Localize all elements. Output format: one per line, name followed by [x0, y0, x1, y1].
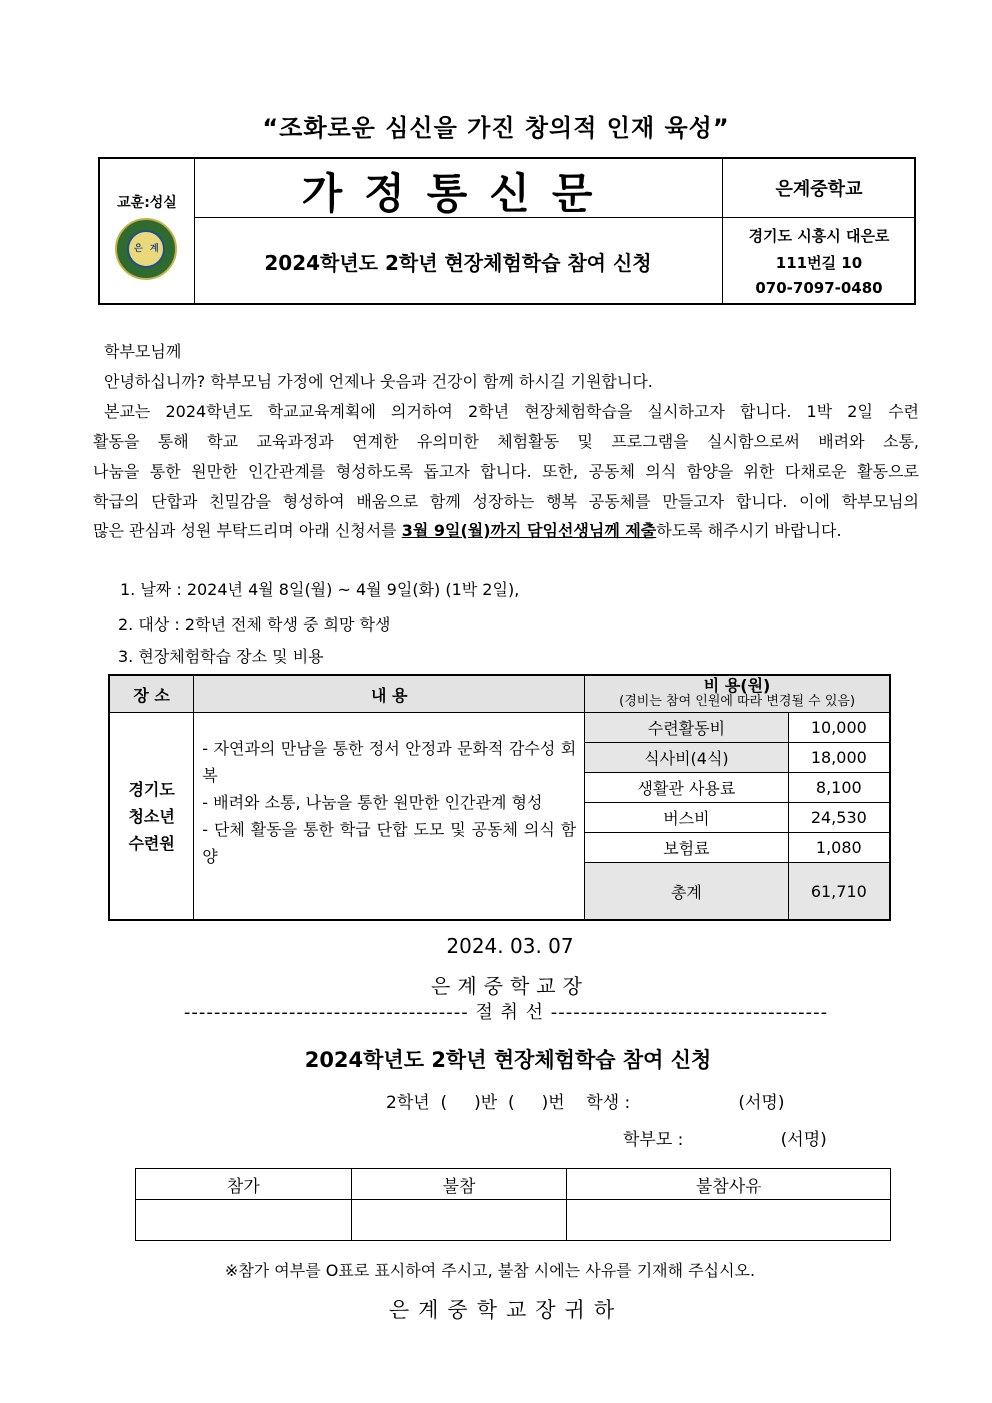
newsletter-subtitle: 2024학년도 2학년 현장체험학습 참여 신청	[264, 251, 652, 275]
cut-line-dashes-left: --------------------------------------	[183, 1002, 476, 1023]
cost-item: 버스비	[585, 803, 788, 833]
cut-line	[120, 998, 892, 1024]
place-line1: 경기도	[128, 779, 175, 799]
header-title-cell	[194, 159, 722, 218]
cost-item: 수련활동비	[585, 713, 788, 743]
newsletter-header	[98, 157, 916, 305]
content-item-2: - 배려와 소통, 나눔을 통한 원만한 인간관계 형성	[202, 793, 543, 812]
content-item-3: - 단체 활동을 통한 학급 단합 도모 및 공동체 의식 함양	[202, 820, 577, 866]
response-table	[135, 1168, 891, 1241]
logo-char-2: 계	[150, 244, 159, 254]
school-motto-label: 교훈:성실	[117, 195, 177, 211]
submission-deadline: 3월 9일(월)까지 담임선생님께 제출	[401, 521, 657, 540]
header-right-column	[722, 159, 916, 303]
absence-reason-field[interactable]	[567, 1200, 891, 1241]
school-logo-inner	[127, 230, 165, 268]
cut-line-label: 절 취 선	[475, 1002, 545, 1023]
letter-para-line5	[93, 521, 842, 541]
item-date: 1. 날짜 : 2024년 4월 8일(월) ~ 4월 9일(화) (1박 2일),	[120, 580, 520, 599]
cost-total-label: 총계	[585, 863, 788, 921]
attend-field[interactable]	[136, 1200, 352, 1241]
col-header-cost	[585, 675, 890, 713]
cost-item: 보험료	[585, 833, 788, 863]
letter-greeting: 학부모님께	[104, 342, 182, 361]
header-middle-column	[194, 159, 723, 303]
col-header-reason: 불참사유	[567, 1169, 891, 1200]
cut-line-dashes-right: -------------------------------------	[544, 1002, 829, 1023]
cost-amount: 1,080	[788, 833, 890, 863]
school-motto: “조화로운 심신을 가진 창의적 인재 육성”	[262, 114, 730, 142]
student-info-line: 2학년 ( )반 ( )번 학생 : (서명)	[386, 1093, 785, 1113]
cost-item: 식사비(4식)	[585, 743, 788, 773]
letter-last-post: 하도록 해주시기 바랍니다.	[656, 521, 842, 540]
item-place-cost: 3. 현장체험학습 장소 및 비용	[118, 647, 324, 666]
col-header-content: 내 용	[194, 675, 585, 713]
school-logo	[115, 218, 177, 280]
form-title: 2024학년도 2학년 현장체험학습 참여 신청	[304, 1048, 712, 1072]
logo-char-1: 은	[134, 244, 143, 254]
cost-amount: 24,530	[788, 803, 890, 833]
principal-signature: 은계중학교장	[431, 974, 589, 998]
form-addressee: 은계중학교장귀하	[388, 1298, 624, 1322]
letter-line1: 안녕하십니까? 학부모님 가정에 언제나 웃음과 건강이 함께 하시길 기원합니다.	[104, 372, 653, 391]
school-phone: 070-7097-0480	[755, 279, 883, 297]
letter-para-line2: 활동을 통해 학교 교육과정과 연계한 유의미한 체험활동 및 프로그램을 실시함으로써 배려와 소통,	[93, 432, 919, 451]
place-cell	[109, 713, 194, 921]
cost-amount: 10,000	[788, 713, 890, 743]
letter-para-line4: 학급의 단합과 친밀감을 형성하여 배움으로 함께 성장하는 행복 공동체를 만들고자 합니다. 이에 학부모님의	[93, 492, 919, 511]
parent-sign-line: 학부모 : (서명)	[623, 1130, 827, 1150]
cost-amount: 18,000	[788, 743, 890, 773]
cost-total-amount: 61,710	[788, 863, 890, 921]
school-address-line1: 경기도 시흥시 대은로	[748, 227, 890, 245]
cost-item: 생활관 사용료	[585, 773, 788, 803]
cost-header-note: (경비는 참여 인원에 따라 변경될 수 있음)	[619, 694, 856, 709]
place-line2: 청소년	[128, 806, 175, 826]
absent-field[interactable]	[351, 1200, 567, 1241]
letter-last-pre: 많은 관심과 성원 부탁드리며 아래 신청서를	[93, 521, 402, 540]
cost-header-label: 비 용(원)	[703, 676, 771, 695]
cost-amount: 8,100	[788, 773, 890, 803]
letter-para-line3: 나눔을 통한 원만한 인간관계를 형성하도록 돕고자 합니다. 또한, 공동체 의식 함양을 위한 다채로운 활동으로	[93, 462, 919, 481]
header-left-column	[100, 159, 195, 303]
col-header-absent: 불참	[351, 1169, 567, 1200]
content-item-1: - 자연과의 만남을 통한 정서 안정과 문화적 감수성 회복	[202, 739, 577, 785]
school-name: 은계중학교	[775, 179, 863, 200]
item-target: 2. 대상 : 2학년 전체 학생 중 희망 학생	[118, 615, 391, 634]
issue-date: 2024. 03. 07	[446, 934, 574, 958]
school-address-line2: 111번길 10	[775, 254, 863, 272]
school-name-cell	[722, 159, 916, 218]
place-line3: 수련원	[128, 833, 175, 853]
form-note: ※참가 여부를 O표로 표시하여 주시고, 불참 시에는 사유를 기재해 주십시오.	[224, 1261, 756, 1280]
col-header-place: 장 소	[109, 675, 194, 713]
newsletter-title: 가정통신문	[301, 169, 615, 218]
cost-table	[108, 674, 891, 921]
content-cell	[194, 713, 585, 921]
col-header-attend: 참가	[136, 1169, 352, 1200]
letter-para-line1: 본교는 2024학년도 학교교육계획에 의거하여 2학년 현장체험학습을 실시하고자 합니다. 1박 2일 수련	[104, 402, 919, 421]
